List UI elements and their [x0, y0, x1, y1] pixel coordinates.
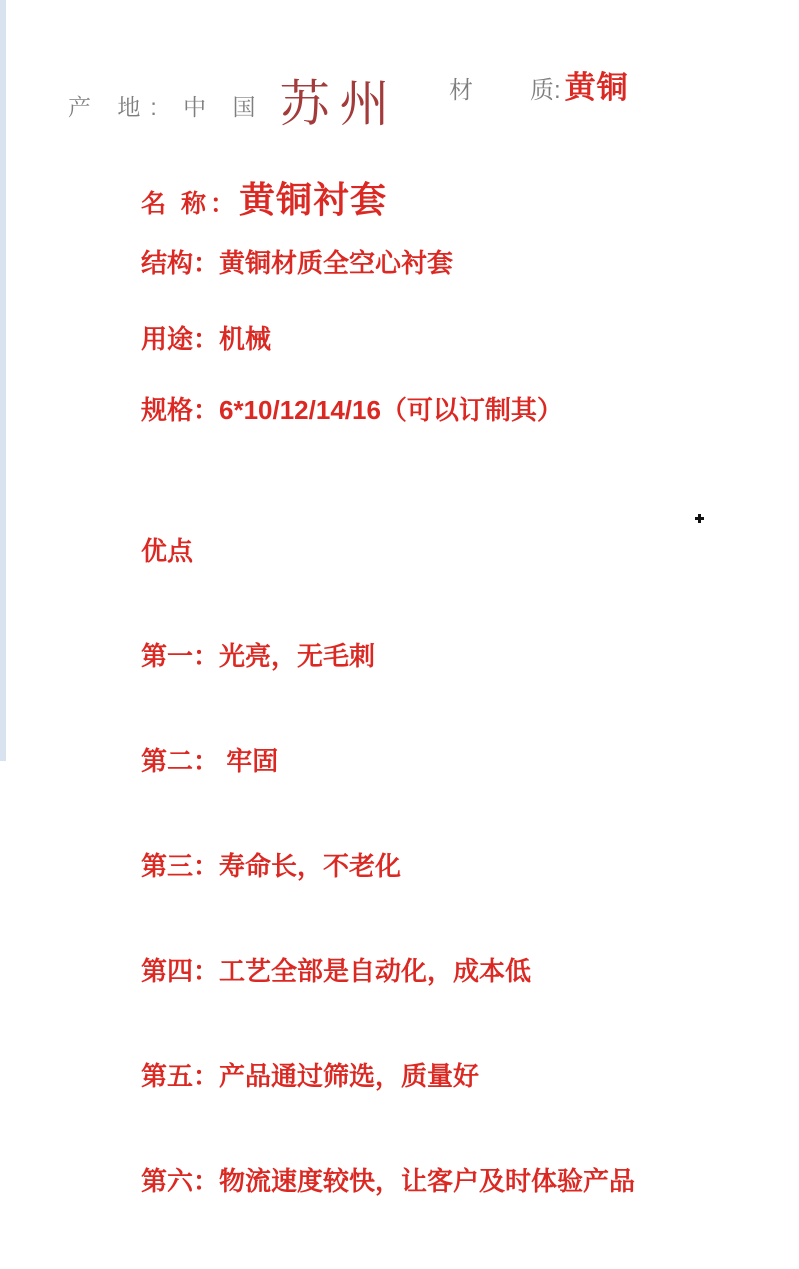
advantage-item-5: 第五：产品通过筛选，质量好	[141, 1061, 480, 1091]
advantage-item-2: 第二： 牢固	[141, 746, 279, 776]
advantage-item-4: 第四：工艺全部是自动化，成本低	[141, 956, 532, 986]
crosshair-horizontal-bar	[695, 517, 704, 520]
material-value: 黄铜	[564, 70, 629, 105]
product-name-value: 黄铜衬套	[238, 179, 387, 220]
crosshair-icon	[695, 514, 704, 523]
material-label-part1: 材	[449, 77, 473, 104]
product-name-label: 名 称：	[141, 190, 239, 218]
origin-label: 产 地: 中 国	[68, 94, 266, 120]
material-row	[449, 62, 629, 107]
origin-city: 苏州	[279, 75, 400, 133]
product-structure-text: 结构：黄铜材质全空心衬套	[141, 248, 454, 278]
left-edge-strip	[0, 0, 6, 761]
product-usage-row	[141, 319, 271, 356]
material-label-part2: 质:	[530, 77, 561, 104]
product-name-row	[141, 172, 387, 223]
advantages-title: 优点	[141, 536, 194, 566]
origin-row	[68, 72, 400, 133]
advantages-section	[141, 464, 635, 1269]
advantage-item-3: 第三：寿命长，不老化	[141, 851, 402, 881]
product-spec-row	[141, 390, 563, 427]
advantage-item-1: 第一：光亮，无毛刺	[141, 641, 376, 671]
product-usage-text: 用途：机械	[141, 324, 272, 354]
product-spec-text: 规格：6*10/12/14/16（可以订制其）	[141, 395, 563, 425]
advantage-item-6: 第六：物流速度较快，让客户及时体验产品	[141, 1166, 636, 1196]
product-structure-row	[141, 243, 453, 280]
